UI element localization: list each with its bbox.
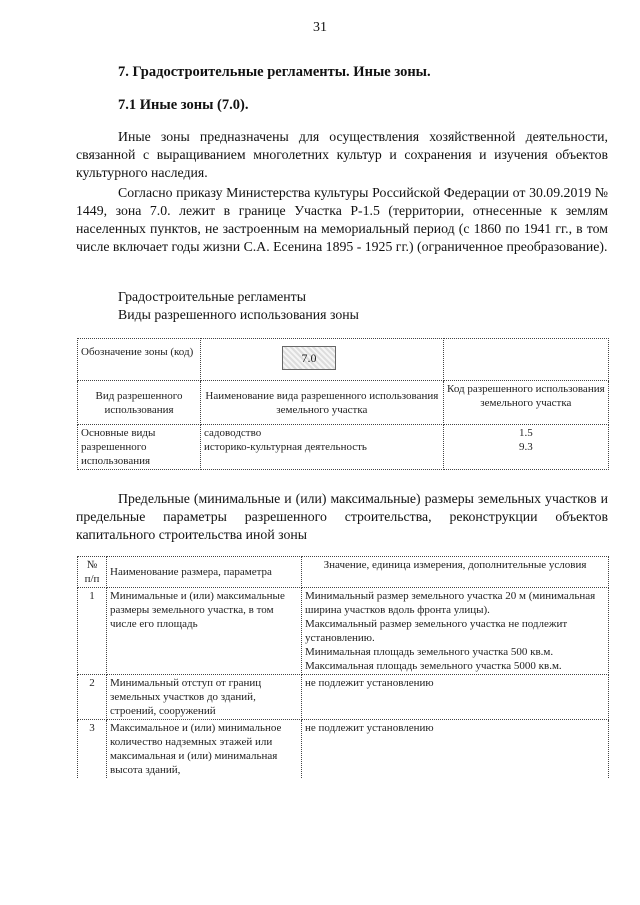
- use-name: садоводство: [204, 427, 262, 439]
- paragraph-purpose: Иные зоны предназначены для осуществления хозяйственной деятельности, связанной с выращиванием многолетних культур и сохранения и изучения объектов культурного наследия.: [76, 129, 608, 180]
- col-header-value: Значение, единица измерения, дополнительные условия: [302, 557, 609, 588]
- zone-label-cell: Обозначение зоны (код): [78, 339, 201, 381]
- table-row: [78, 720, 609, 779]
- col-header-use-type: Вид разрешенного использования: [78, 381, 201, 425]
- parameter-value: не подлежит установлению: [302, 675, 609, 720]
- row-label-main-uses: Основные виды разрешенного использования: [78, 425, 201, 470]
- label-permitted-uses: Виды разрешенного использования зоны: [118, 307, 359, 322]
- table-row: [78, 675, 609, 720]
- empty-cell: [443, 339, 608, 381]
- value-line: Минимальная площадь земельного участка 500 кв.м.: [305, 646, 554, 658]
- col-header-use-code: Код разрешенного использования земельного участка: [443, 381, 608, 425]
- use-names-cell: [201, 425, 444, 470]
- value-line: Максимальный размер земельного участка не подлежит установлению.: [305, 618, 568, 644]
- zone-code-cell: [201, 339, 444, 381]
- use-codes-cell: [443, 425, 608, 470]
- label-regulations: Градостроительные регламенты: [118, 289, 306, 304]
- zone-code-badge: 7.0: [282, 346, 336, 370]
- page-number: 31: [313, 20, 327, 35]
- row-number: 2: [78, 675, 107, 720]
- row-number: 3: [78, 720, 107, 779]
- use-code: 1.5: [518, 427, 533, 439]
- paragraph-limits: Предельные (минимальные и (или) максимальные) размеры земельных участков и предельные параметры разрешенного строительства, реконструкции объектов капитального строительства иной зоны: [76, 491, 608, 542]
- table-row: [78, 588, 609, 675]
- parameter-name: Максимальное и (или) минимальное количество надземных этажей или максимальная и (или) минимальная высота зданий,: [107, 720, 302, 779]
- value-line: Максимальная площадь земельного участка 5000 кв.м.: [305, 660, 562, 672]
- col-header-number: № п/п: [78, 557, 107, 588]
- use-name: историко-культурная деятельность: [204, 441, 367, 453]
- permitted-uses-table: [77, 338, 609, 470]
- parameter-name: Минимальные и (или) максимальные размеры земельного участка, в том числе его площадь: [107, 588, 302, 675]
- col-header-use-name: Наименование вида разрешенного использования земельного участка: [201, 381, 444, 425]
- parameters-table: [77, 556, 609, 778]
- use-code: 9.3: [518, 441, 533, 453]
- section-heading: 7. Градостроительные регламенты. Иные зоны.: [118, 64, 431, 80]
- parameter-value: [302, 588, 609, 675]
- parameter-value: не подлежит установлению: [302, 720, 609, 779]
- value-line: Минимальный размер земельного участка 20 м (минимальная ширина участков вдоль фронта улицы).: [305, 590, 596, 616]
- row-number: 1: [78, 588, 107, 675]
- col-header-parameter: Наименование размера, параметра: [107, 557, 302, 588]
- subsection-heading: 7.1 Иные зоны (7.0).: [118, 97, 249, 113]
- paragraph-order: Согласно приказу Министерства культуры Российской Федерации от 30.09.2019 № 1449, зона 7.0. лежит в границе Участка Р-1.5 (территории, отнесенные к землям населенных пунктов, не застроенным на мемориальный период (с 1860 по 1941 гг., в том числе включает годы жизни С.А. Есенина 1895 - 1925 гг.) (ограниченное преобразование).: [76, 185, 608, 254]
- parameter-name: Минимальный отступ от границ земельных участков до зданий, строений, сооружений: [107, 675, 302, 720]
